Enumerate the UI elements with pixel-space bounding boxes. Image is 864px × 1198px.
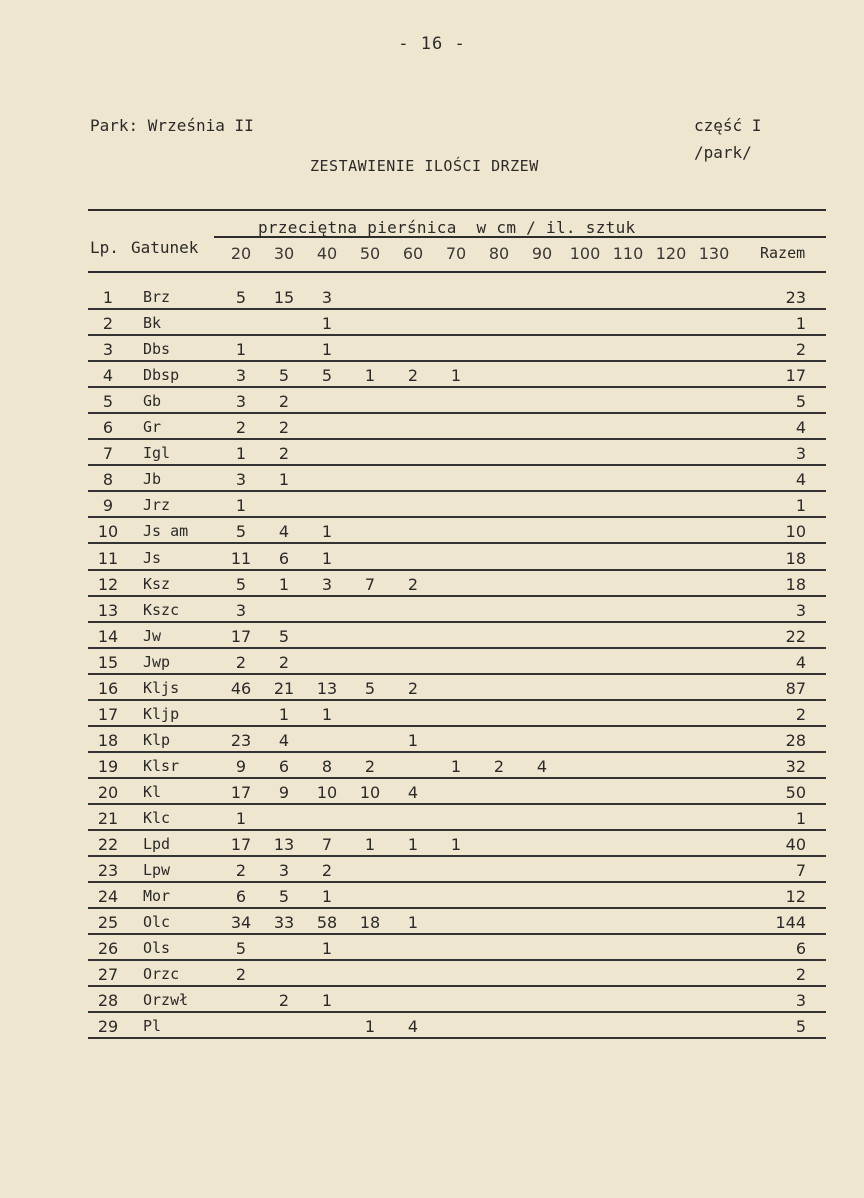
row-gatunek: Pl (143, 1017, 162, 1036)
part-sub-label: /park/ (694, 143, 752, 162)
row-value: 4 (536, 756, 548, 776)
table-row (0, 389, 864, 415)
row-lp: 14 (97, 626, 119, 646)
row-gatunek: Js (143, 548, 162, 567)
row-value: 1 (278, 470, 290, 490)
size-class-header: 60 (402, 244, 424, 263)
row-lp: 29 (97, 1017, 119, 1037)
row-gatunek: Klsr (143, 756, 180, 775)
row-value: 21 (273, 678, 295, 698)
table-row (0, 598, 864, 624)
row-lp: 13 (97, 600, 119, 620)
size-class-header: 70 (445, 244, 467, 263)
table-row (0, 415, 864, 441)
row-gatunek: Gr (143, 418, 162, 437)
row-value: 1 (364, 835, 376, 855)
row-rule (88, 907, 826, 909)
row-rule (88, 1011, 826, 1013)
row-gatunek: Brz (143, 288, 171, 306)
row-value: 10 (316, 782, 338, 802)
row-rule (88, 464, 826, 466)
table-row (0, 780, 864, 806)
row-value: 5 (235, 939, 247, 959)
row-rule (88, 334, 826, 336)
row-rule (88, 959, 826, 961)
row-gatunek: Ols (143, 939, 171, 958)
table-row (0, 754, 864, 780)
row-value: 7 (321, 835, 333, 855)
row-value: 1 (407, 913, 419, 933)
row-gatunek: Kl (143, 782, 162, 801)
row-gatunek: Lpd (143, 835, 171, 854)
size-class-header: 80 (488, 244, 510, 263)
row-lp: 26 (97, 939, 119, 959)
row-value: 5 (278, 626, 290, 646)
header-bottom-rule (88, 271, 826, 273)
row-value: 1 (321, 548, 333, 568)
row-rule (88, 803, 826, 805)
table-row (0, 285, 864, 311)
group-header: przeciętna pierśnica w cm / il. sztuk (258, 218, 636, 237)
row-razem: 1 (795, 496, 806, 516)
table-row (0, 962, 864, 988)
row-gatunek: Olc (143, 913, 171, 932)
row-value: 3 (321, 574, 333, 594)
row-gatunek: Klc (143, 809, 171, 827)
table-row (0, 650, 864, 676)
row-rule (88, 490, 826, 492)
row-razem: 3 (795, 444, 806, 464)
row-lp: 22 (97, 835, 119, 855)
park-label: Park: Września II (90, 116, 254, 135)
row-value: 5 (364, 678, 376, 698)
page-number: - 16 - (398, 34, 466, 54)
row-razem: 10 (785, 522, 806, 542)
row-razem: 4 (795, 652, 806, 672)
row-value: 1 (321, 340, 333, 360)
row-value: 2 (407, 678, 419, 698)
row-lp: 27 (97, 965, 119, 985)
row-rule (88, 933, 826, 935)
row-value: 10 (359, 782, 381, 802)
row-value: 2 (407, 366, 419, 386)
row-rule (88, 1037, 826, 1039)
row-value: 1 (278, 574, 290, 594)
row-value: 58 (316, 913, 338, 933)
document-title: ZESTAWIENIE ILOŚCI DRZEW (310, 157, 539, 175)
row-razem: 50 (785, 782, 806, 802)
row-value: 2 (278, 392, 290, 412)
row-value: 46 (230, 678, 252, 698)
row-rule (88, 386, 826, 388)
row-rule (88, 412, 826, 414)
row-rule (88, 699, 826, 701)
row-value: 5 (278, 366, 290, 386)
row-value: 33 (273, 913, 295, 933)
row-value: 3 (321, 288, 333, 307)
row-lp: 25 (97, 913, 119, 933)
row-lp: 17 (97, 704, 119, 724)
group-header-rule (214, 236, 826, 238)
row-value: 6 (235, 887, 247, 907)
row-lp: 4 (102, 366, 114, 386)
row-gatunek: Orzc (143, 965, 180, 984)
table-top-rule (88, 209, 826, 211)
row-value: 2 (278, 991, 290, 1011)
row-razem: 12 (785, 887, 806, 907)
row-lp: 9 (102, 496, 114, 516)
row-value: 2 (278, 444, 290, 464)
row-gatunek: Dbs (143, 340, 171, 359)
row-value: 1 (450, 756, 462, 776)
row-value: 2 (278, 652, 290, 672)
row-value: 2 (321, 861, 333, 881)
row-lp: 21 (97, 809, 119, 828)
row-razem: 144 (775, 913, 806, 933)
row-rule (88, 855, 826, 857)
row-value: 1 (407, 835, 419, 855)
row-value: 1 (235, 809, 247, 828)
table-row (0, 702, 864, 728)
row-value: 1 (321, 887, 333, 907)
row-gatunek: Jb (143, 470, 162, 489)
row-rule (88, 777, 826, 779)
row-value: 1 (364, 1017, 376, 1037)
row-gatunek: Kljs (143, 678, 180, 697)
row-value: 1 (235, 444, 247, 464)
row-lp: 28 (97, 991, 119, 1011)
row-rule (88, 751, 826, 753)
row-value: 5 (235, 288, 247, 307)
table-row (0, 936, 864, 962)
row-value: 1 (450, 835, 462, 855)
row-lp: 23 (97, 861, 119, 881)
row-gatunek: Ksz (143, 574, 171, 593)
row-value: 17 (230, 626, 252, 646)
row-value: 5 (235, 574, 247, 594)
row-rule (88, 542, 826, 544)
table-row (0, 858, 864, 884)
row-razem: 2 (795, 965, 806, 985)
row-value: 5 (235, 522, 247, 542)
row-gatunek: Jwp (143, 652, 171, 671)
row-value: 1 (450, 366, 462, 386)
row-razem: 40 (785, 835, 806, 855)
header-lp: Lp. (90, 238, 119, 257)
row-gatunek: Orzwł (143, 991, 189, 1010)
row-value: 1 (321, 704, 333, 724)
row-rule (88, 569, 826, 571)
row-gatunek: Dbsp (143, 366, 180, 385)
table-row (0, 910, 864, 936)
row-razem: 7 (795, 861, 806, 881)
size-class-header: 100 (569, 244, 601, 263)
row-lp: 10 (97, 522, 119, 542)
row-razem: 1 (795, 809, 806, 828)
row-gatunek: Js am (143, 522, 189, 541)
row-value: 4 (407, 782, 419, 802)
row-gatunek: Jw (143, 626, 162, 645)
table-row (0, 546, 864, 572)
size-class-header: 40 (316, 244, 338, 263)
table-row (0, 624, 864, 650)
table-row (0, 988, 864, 1014)
row-gatunek: Jrz (143, 496, 171, 515)
row-value: 34 (230, 913, 252, 933)
row-gatunek: Igl (143, 444, 171, 463)
row-razem: 6 (795, 939, 806, 959)
size-class-header: 30 (273, 244, 295, 263)
row-lp: 15 (97, 652, 119, 672)
row-lp: 20 (97, 782, 119, 802)
row-value: 2 (235, 861, 247, 881)
row-gatunek: Kljp (143, 704, 180, 723)
row-rule (88, 360, 826, 362)
size-class-header: 20 (230, 244, 252, 263)
row-value: 17 (230, 782, 252, 802)
row-value: 18 (359, 913, 381, 933)
size-class-header: 90 (531, 244, 553, 263)
row-lp: 7 (102, 444, 114, 464)
table-row (0, 337, 864, 363)
table-row (0, 676, 864, 702)
row-value: 7 (364, 574, 376, 594)
table-row (0, 311, 864, 337)
row-gatunek: Kszc (143, 600, 180, 619)
row-value: 1 (321, 314, 333, 334)
table-row (0, 1014, 864, 1040)
row-value: 3 (235, 470, 247, 490)
row-gatunek: Klp (143, 730, 171, 749)
row-lp: 12 (97, 574, 119, 594)
row-lp: 18 (97, 730, 119, 750)
row-razem: 2 (795, 704, 806, 724)
size-class-header: 110 (612, 244, 644, 263)
row-value: 5 (321, 366, 333, 386)
row-rule (88, 881, 826, 883)
row-value: 1 (235, 496, 247, 516)
table-row (0, 467, 864, 493)
row-value: 4 (278, 730, 290, 750)
row-lp: 24 (97, 887, 119, 907)
row-value: 5 (278, 887, 290, 907)
row-rule (88, 985, 826, 987)
row-razem: 17 (785, 366, 806, 386)
row-value: 1 (321, 939, 333, 959)
table-row (0, 832, 864, 858)
row-value: 3 (235, 600, 247, 620)
row-razem: 32 (785, 756, 806, 776)
row-value: 1 (364, 366, 376, 386)
row-value: 2 (235, 418, 247, 438)
table-row (0, 806, 864, 832)
row-value: 3 (278, 861, 290, 881)
row-value: 9 (235, 756, 247, 776)
row-razem: 1 (795, 314, 806, 334)
row-value: 2 (235, 652, 247, 672)
row-value: 11 (230, 548, 252, 568)
row-razem: 23 (785, 288, 806, 307)
row-razem: 3 (795, 600, 806, 620)
row-razem: 5 (795, 392, 806, 412)
table-row (0, 441, 864, 467)
row-razem: 18 (785, 574, 806, 594)
row-value: 2 (364, 756, 376, 776)
table-row (0, 884, 864, 910)
row-value: 2 (235, 965, 247, 985)
row-lp: 1 (102, 288, 114, 307)
row-value: 1 (278, 704, 290, 724)
row-value: 6 (278, 756, 290, 776)
row-razem: 3 (795, 991, 806, 1011)
row-gatunek: Lpw (143, 861, 171, 880)
row-value: 9 (278, 782, 290, 802)
row-value: 1 (321, 991, 333, 1011)
size-class-header: 120 (655, 244, 687, 263)
row-lp: 8 (102, 470, 114, 490)
row-value: 1 (321, 522, 333, 542)
row-rule (88, 595, 826, 597)
row-value: 17 (230, 835, 252, 855)
row-value: 4 (278, 522, 290, 542)
row-lp: 3 (102, 340, 114, 360)
row-razem: 4 (795, 418, 806, 438)
row-value: 2 (493, 756, 505, 776)
row-value: 2 (407, 574, 419, 594)
row-rule (88, 725, 826, 727)
row-value: 13 (273, 835, 295, 855)
row-value: 15 (273, 288, 295, 307)
header-razem: Razem (760, 244, 806, 262)
row-lp: 11 (97, 548, 119, 568)
row-razem: 4 (795, 470, 806, 490)
row-razem: 18 (785, 548, 806, 568)
row-rule (88, 829, 826, 831)
row-value: 2 (278, 418, 290, 438)
table-row (0, 363, 864, 389)
row-rule (88, 438, 826, 440)
row-value: 23 (230, 730, 252, 750)
part-label: część I (694, 116, 762, 135)
row-lp: 19 (97, 756, 119, 776)
size-class-header: 50 (359, 244, 381, 263)
table-row (0, 572, 864, 598)
row-gatunek: Mor (143, 887, 171, 906)
row-razem: 2 (795, 340, 806, 360)
row-lp: 5 (102, 392, 114, 412)
row-value: 3 (235, 392, 247, 412)
row-razem: 22 (785, 626, 806, 646)
row-rule (88, 621, 826, 623)
row-lp: 16 (97, 678, 119, 698)
row-gatunek: Bk (143, 314, 162, 333)
row-lp: 6 (102, 418, 114, 438)
row-rule (88, 673, 826, 675)
table-row (0, 519, 864, 545)
row-lp: 2 (102, 314, 114, 334)
table-row (0, 493, 864, 519)
row-gatunek: Gb (143, 392, 162, 411)
size-class-header: 130 (698, 244, 730, 263)
row-razem: 5 (795, 1017, 806, 1037)
row-rule (88, 516, 826, 518)
row-rule (88, 308, 826, 310)
row-value: 1 (235, 340, 247, 360)
row-value: 1 (407, 730, 419, 750)
row-razem: 87 (785, 678, 806, 698)
header-gatunek: Gatunek (131, 238, 199, 257)
row-value: 3 (235, 366, 247, 386)
row-value: 4 (407, 1017, 419, 1037)
row-rule (88, 647, 826, 649)
row-value: 6 (278, 548, 290, 568)
row-value: 8 (321, 756, 333, 776)
row-value: 13 (316, 678, 338, 698)
table-row (0, 728, 864, 754)
row-razem: 28 (785, 730, 806, 750)
